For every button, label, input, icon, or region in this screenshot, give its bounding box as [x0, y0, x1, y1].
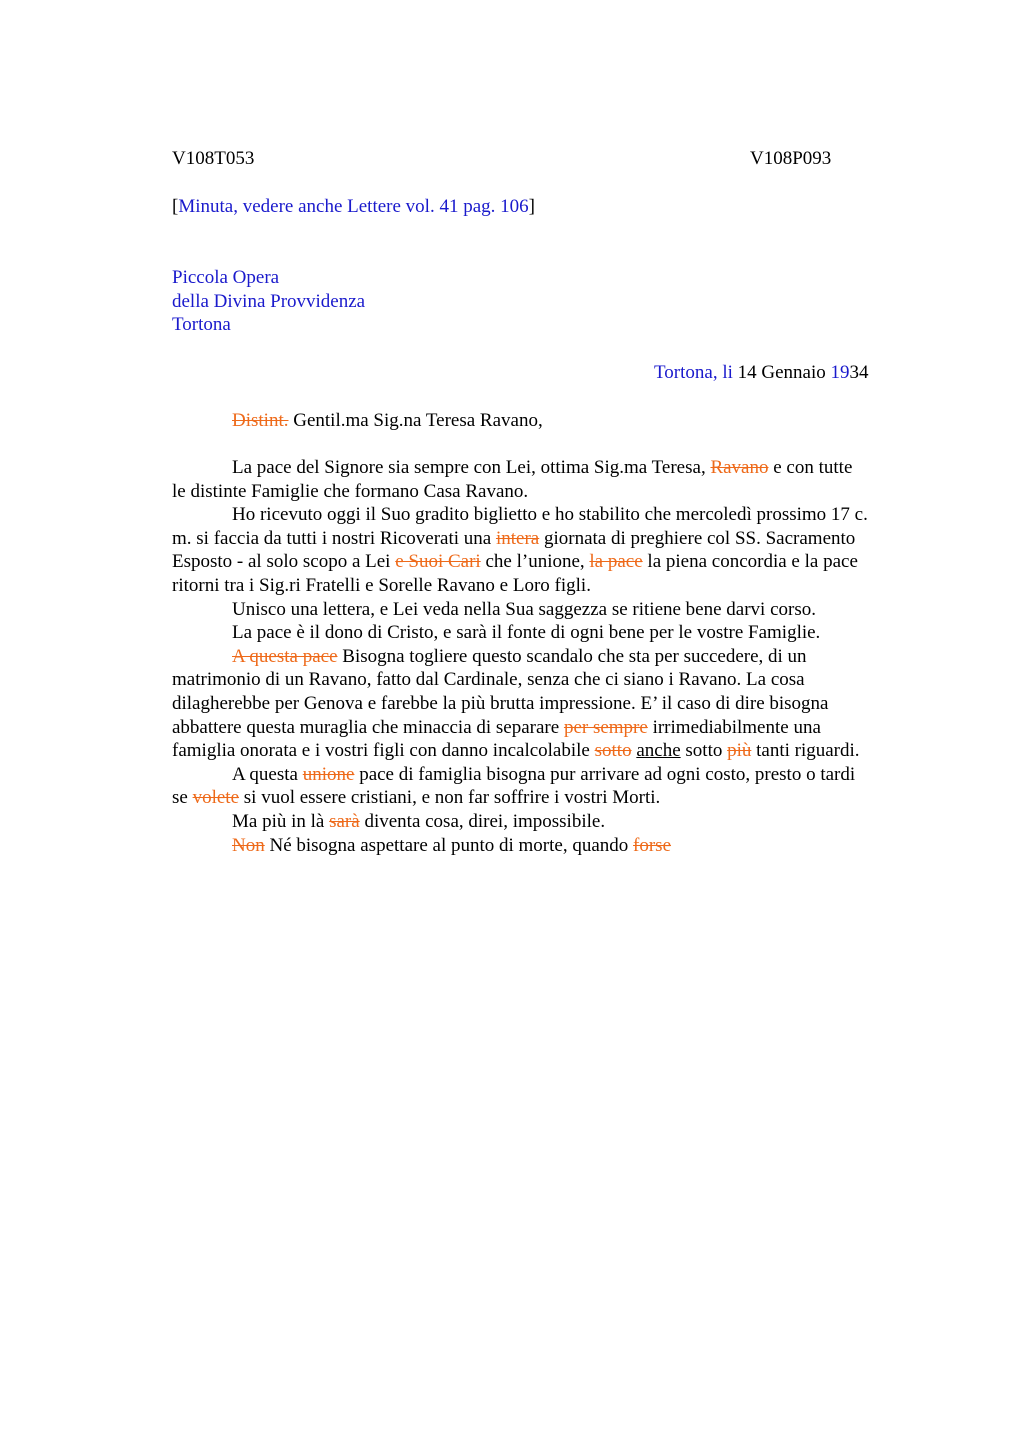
salutation-deleted: Distint. — [232, 410, 289, 431]
archive-note — [172, 195, 535, 219]
paragraph-6 — [172, 763, 932, 787]
p5-text-f: famiglia onorata e i vostri figli con danno incalcolabile — [172, 740, 595, 762]
p3-text: Unisco una lettera, e Lei veda nella Sua saggezza se ritiene bene darvi corso. — [232, 598, 816, 620]
paragraph-7 — [172, 810, 932, 834]
p1-text-a: La pace del Signore sia sempre con Lei, ottima Sig.ma Teresa, — [232, 457, 711, 478]
p2-text-e: che l’unione, — [480, 551, 590, 573]
header-left-code: V108T053 — [172, 148, 255, 169]
p8-deleted-1: Non — [232, 834, 265, 856]
paragraph-1 — [172, 456, 932, 480]
note-text: Minuta, vedere anche Lettere vol. 41 pag. 106 — [178, 196, 529, 217]
p5-text-h: sotto — [680, 740, 728, 762]
note-open-bracket: [ — [172, 196, 179, 217]
paragraph-8 — [172, 834, 932, 858]
p2-deleted-3: la pace — [589, 551, 643, 573]
p2-text-d: Esposto - al solo scopo a Lei — [172, 551, 396, 573]
p6-text-c: se — [172, 787, 193, 809]
p5-deleted-3: sotto — [594, 740, 632, 762]
p2-text-c: giornata di preghiere col SS. Sacramento — [539, 527, 856, 549]
p7-text-b: diventa cosa, direi, impossibile. — [359, 810, 606, 832]
p5-text-a: Bisogna togliere questo scandalo che sta per succedere, di un — [337, 645, 807, 667]
letter-date — [654, 361, 869, 385]
p2-text-a: Ho ricevuto oggi il Suo gradito biglietto e ho stabilito che mercoledì prossimo 17 c. — [232, 504, 868, 526]
letter-body — [172, 456, 932, 857]
p1-deleted-1: Ravano — [710, 457, 769, 478]
p2-text-f: la piena concordia e la pace — [642, 551, 858, 573]
p5-line-4 — [172, 716, 932, 740]
p6-text-d: si vuol essere cristiani, e non far soffrire i vostri Morti. — [239, 787, 661, 809]
paragraph-4 — [172, 621, 932, 645]
p4-text: La pace è il dono di Cristo, e sarà il fonte di ogni bene per le vostre Famiglie. — [232, 622, 821, 644]
p5-line-3: dilagherebbe per Genova e farebbe la più brutta impressione. E’ il caso di dire bisogna — [172, 692, 829, 714]
p8-text-a: Né bisogna aspettare al punto di morte, quando — [264, 834, 634, 856]
p1-text-b: e con tutte — [768, 457, 853, 478]
p5-deleted-2: per sempre — [563, 716, 648, 738]
salutation — [232, 409, 543, 433]
paragraph-3 — [172, 598, 932, 622]
p8-deleted-2: forse — [633, 834, 672, 856]
p6-line-2 — [172, 786, 932, 810]
p7-deleted-1: sarà — [329, 810, 360, 832]
note-close-bracket: ] — [528, 196, 535, 217]
p2-text-b: m. si faccia da tutti i nostri Ricoverati una — [172, 527, 496, 549]
date-day-month: 14 Gennaio — [732, 362, 831, 383]
p2-line-3 — [172, 550, 932, 574]
letterhead-line-1: Piccola Opera — [172, 267, 280, 288]
p5-text-e: irrimediabilmente una — [647, 716, 821, 738]
date-year-part-2: 34 — [849, 362, 869, 383]
p2-deleted-1: intera — [495, 527, 540, 549]
p7-text-a: Ma più in là — [232, 810, 330, 832]
p5-deleted-4: più — [727, 740, 752, 762]
p5-text-d: abbattere questa muraglia che minaccia di separare — [172, 716, 564, 738]
p6-text-b: pace di famiglia bisogna pur arrivare ad ogni costo, presto o tardi — [354, 763, 856, 785]
p6-deleted-2: volete — [192, 787, 240, 809]
p5-text-i: tanti riguardi. — [751, 740, 860, 762]
salutation-text: Gentil.ma Sig.na Teresa Ravano, — [288, 410, 543, 431]
paragraph-2 — [172, 503, 932, 527]
p2-line-4: ritorni tra i Sig.ri Fratelli e Sorelle Ravano e Loro figli. — [172, 574, 591, 596]
p5-deleted-1: A questa pace — [232, 645, 338, 667]
p1-line-2: le distinte Famiglie che formano Casa Ravano. — [172, 480, 529, 502]
p6-text-a: A questa — [232, 763, 303, 785]
letterhead-line-2: della Divina Provvidenza — [172, 291, 366, 312]
header-right-code: V108P093 — [750, 148, 832, 169]
date-year-part-1: 19 — [830, 362, 850, 383]
paragraph-5 — [172, 645, 932, 669]
letterhead-line-3: Tortona — [172, 314, 231, 335]
p2-deleted-2: e Suoi Cari — [395, 551, 481, 573]
p2-line-2 — [172, 527, 932, 551]
p5-underlined-1: anche — [636, 740, 681, 762]
p5-line-5 — [172, 739, 932, 763]
p6-deleted-1: unione — [302, 763, 355, 785]
p5-line-2: matrimonio di un Ravano, fatto dal Cardinale, senza che ci siano i Ravano. La cosa — [172, 669, 805, 691]
date-place: Tortona, li — [654, 362, 733, 383]
